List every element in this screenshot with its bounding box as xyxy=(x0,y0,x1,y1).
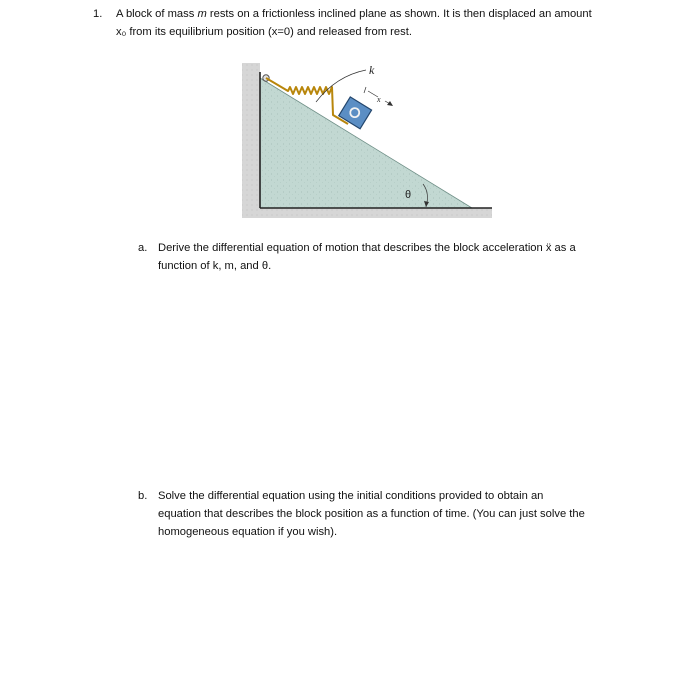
incline-figure xyxy=(240,58,495,222)
spring-label-leader xyxy=(316,70,366,102)
part-b-label: b. xyxy=(138,490,148,502)
ground-strip xyxy=(242,208,492,218)
question-line-1-end: rests on a frictionless inclined plane as shown. It is then displaced an amount xyxy=(206,8,592,20)
part-a-line-1: Derive the differential equation of motion that describes the block acceleration ẍ as a xyxy=(158,242,576,254)
question-text xyxy=(116,5,636,41)
part-b-text xyxy=(158,487,638,541)
question-line-1 xyxy=(116,5,636,23)
question-number: 1. xyxy=(93,8,103,20)
question-line-2: x₀ from its equilibrium position (x=0) and released from rest. xyxy=(116,26,412,38)
mass-block xyxy=(339,97,372,129)
part-a-label: a. xyxy=(138,242,148,254)
part-a-line-2: function of k, m, and θ. xyxy=(158,260,272,272)
x-label: x xyxy=(377,95,381,104)
incline-diagram xyxy=(240,58,495,222)
angle-label: θ xyxy=(405,189,412,201)
mass-symbol: m xyxy=(197,8,207,20)
part-b-line-3: homogeneous equation if you wish). xyxy=(158,526,338,538)
spring-label: k xyxy=(369,63,375,77)
part-a-text xyxy=(158,239,638,275)
part-b-line-1: Solve the differential equation using the initial conditions provided to obtain an xyxy=(158,490,544,502)
incline-plane xyxy=(260,78,472,208)
x-arrow-head xyxy=(387,101,393,106)
wall-block xyxy=(242,63,260,217)
part-b-line-2: equation that describes the block position as a function of time. (You can just solve the xyxy=(158,508,585,520)
question-line-1-start: A block of mass xyxy=(116,8,198,20)
x-origin-tick xyxy=(364,87,366,93)
